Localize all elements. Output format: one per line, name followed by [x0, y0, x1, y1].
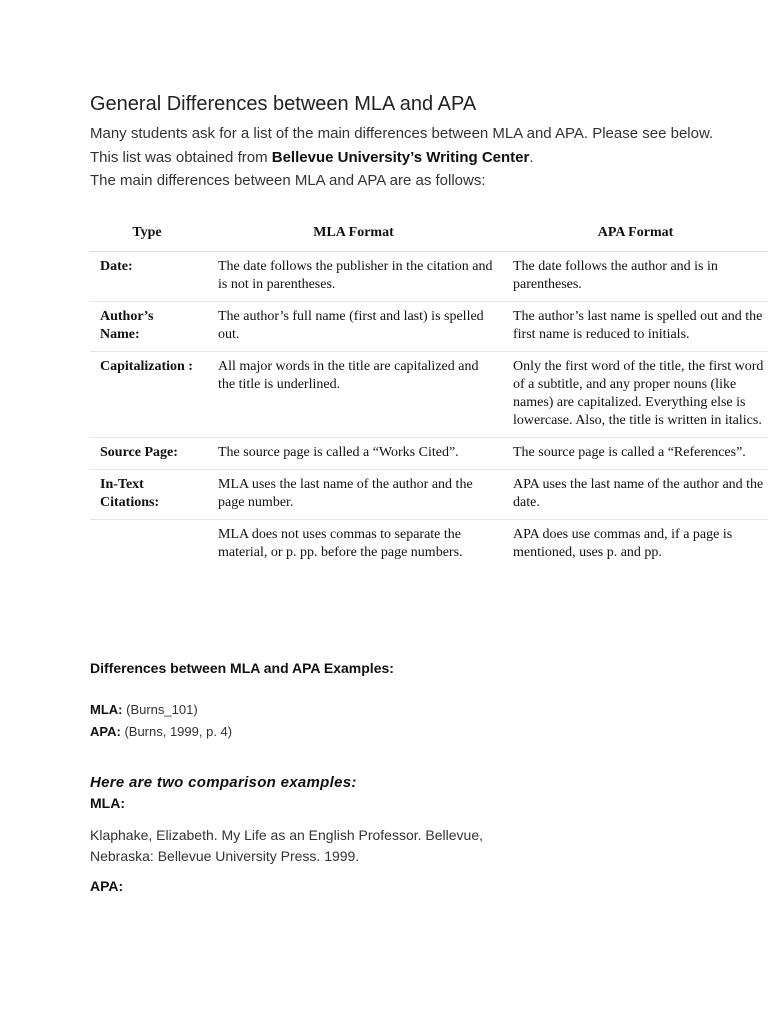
mla-example-label: MLA: [90, 702, 123, 717]
table-row [90, 520, 768, 570]
row-mla: The date follows the publisher in the citation and is not in parentheses. [204, 252, 503, 302]
comparison-apa-label: APA: [90, 878, 124, 894]
differences-table [90, 216, 768, 569]
header-type: Type [90, 216, 204, 252]
row-apa: APA uses the last name of the author and the date. [503, 470, 768, 520]
table-row [90, 470, 768, 520]
apa-example [90, 724, 232, 739]
table-row [90, 302, 768, 352]
table-header-row [90, 216, 768, 252]
row-type: Author’s Name: [90, 302, 204, 352]
row-apa: Only the first word of the title, the first word of a subtitle, and any proper nouns (like names) are capitalized. Everything else is lowercase. Also, the title is written in italics. [503, 352, 768, 438]
examples-heading: Differences between MLA and APA Examples: [90, 660, 394, 676]
row-type: Capitalization : [90, 352, 204, 438]
intro-text: Many students ask for a list of the main differences between MLA and APA. Please see below. This list was obtained from [90, 125, 714, 166]
row-mla: MLA does not uses commas to separate the material, or p. pp. before the page numbers. [218, 527, 463, 560]
mla-example-value: (Burns_101) [126, 702, 198, 717]
apa-example-label: APA: [90, 724, 121, 739]
table-row [90, 438, 768, 470]
comparison-mla-label: MLA: [90, 795, 125, 811]
source-name: Bellevue University’s Writing Center [271, 149, 530, 166]
row-apa: The source page is called a “References”. [503, 438, 768, 470]
row-apa: The date follows the author and is in parentheses. [503, 252, 768, 302]
page-title: General Differences between MLA and APA [90, 93, 477, 115]
row-type: Date: [90, 252, 204, 302]
row-type [90, 520, 204, 570]
row-mla: The author’s full name (first and last) is spelled out. [204, 302, 503, 352]
header-mla: MLA Format [204, 216, 503, 252]
intro-period: . [529, 149, 534, 166]
row-apa: APA does use commas and, if a page is mentioned, uses p. and pp. [513, 527, 733, 560]
mla-citation: Klaphake, Elizabeth. My Life as an English Professor. Bellevue, Nebraska: Bellevue University Press. 1999. [90, 827, 483, 864]
row-apa: The author’s last name is spelled out and the first name is reduced to initials. [503, 302, 768, 352]
intro-second-line: The main differences between MLA and APA are as follows: [90, 172, 486, 189]
row-mla: All major words in the title are capitalized and the title is underlined. [204, 352, 503, 438]
header-apa: APA Format [503, 216, 768, 252]
comparison-heading: Here are two comparison examples: [90, 774, 357, 791]
mla-example [90, 702, 198, 717]
table-row [90, 352, 768, 438]
table-row [90, 252, 768, 302]
intro-paragraph [90, 122, 730, 170]
row-type: In-Text Citations: [90, 470, 204, 520]
row-mla: The source page is called a “Works Cited”. [204, 438, 503, 470]
apa-example-value: (Burns, 1999, p. 4) [124, 724, 233, 739]
row-mla: MLA uses the last name of the author and the page number. [204, 470, 503, 520]
row-type: Source Page: [90, 438, 204, 470]
